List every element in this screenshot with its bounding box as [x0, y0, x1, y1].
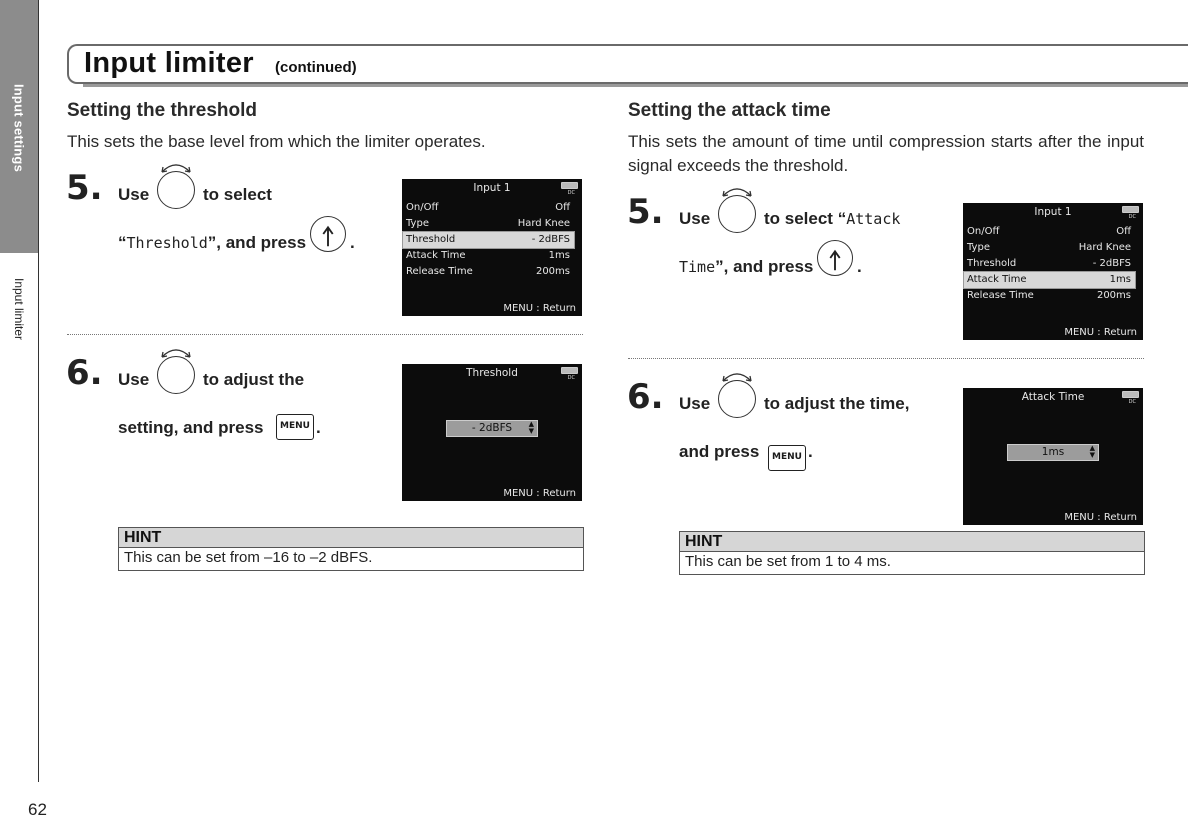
step6-instruction-line2: setting, and press	[118, 418, 264, 437]
step5-use-text: Use	[118, 185, 150, 204]
lcd-screen-attack-value	[963, 388, 1143, 525]
lcd-menu-row: Threshold - 2dBFS	[967, 258, 1131, 269]
lcd-menu-row: Attack Time 1ms	[406, 250, 570, 261]
press-icon	[310, 216, 346, 252]
lcd-menu-row: Type Hard Knee	[406, 218, 570, 229]
step5-select-text: to select	[203, 185, 272, 204]
step6-end-punct: .	[316, 418, 321, 437]
step5-instruction-line2: Time”, and press	[679, 257, 814, 276]
menu-key-icon: MENU	[276, 414, 314, 440]
hint-text: This can be set from –16 to –2 dBFS.	[124, 549, 373, 566]
lcd-menu-row: On/Off Off	[406, 202, 570, 213]
lcd-screen-threshold-value	[402, 364, 582, 501]
dial-icon	[157, 171, 195, 209]
hint-box-attack	[679, 531, 1145, 575]
up-down-arrows-icon: ▲ ▼	[1089, 444, 1095, 459]
battery-icon	[1122, 391, 1139, 398]
battery-dc-label: DC	[567, 190, 575, 196]
up-down-arrows-icon: ▲ ▼	[528, 420, 534, 435]
step5-select-text: to select “Attack	[764, 209, 901, 228]
step-divider	[628, 358, 1144, 359]
step5-instruction-line2: “Threshold”, and press	[118, 233, 307, 252]
lcd-footer: MENU : Return	[1064, 512, 1137, 523]
lcd-value-box	[1007, 444, 1099, 461]
lcd-menu-row: On/Off Off	[967, 226, 1131, 237]
hint-label: HINT	[680, 532, 1144, 552]
lcd-value-box	[446, 420, 538, 437]
page-title-bar	[67, 44, 1188, 84]
lcd-menu-row: Release Time 200ms	[967, 290, 1131, 301]
param-attack-a: Attack	[846, 210, 901, 228]
dial-icon	[718, 195, 756, 233]
step5-end-punct: .	[857, 257, 862, 276]
side-tab-input-settings[interactable]	[0, 0, 38, 253]
press-icon	[817, 240, 853, 276]
side-tab-input-settings-label: Input settings	[11, 83, 27, 173]
hint-text: This can be set from 1 to 4 ms.	[685, 553, 891, 570]
lcd-menu-row: Release Time 200ms	[406, 266, 570, 277]
param-attack-b: Time	[679, 258, 716, 276]
lcd-title: Input 1	[473, 182, 511, 194]
page-subtitle: (continued)	[275, 59, 357, 76]
lcd-screen-attack-menu	[963, 203, 1143, 340]
side-tab-input-limiter[interactable]	[0, 253, 38, 363]
step-number-6: 6.	[627, 377, 664, 417]
step6-use-text: Use	[118, 370, 150, 389]
section-description-attack: This sets the amount of time until compression starts after the input signal exceeds the threshold.	[628, 132, 1144, 175]
step6-instruction-line2: and press	[679, 442, 760, 461]
battery-icon	[561, 367, 578, 374]
step-number-6: 6.	[66, 353, 103, 393]
step-number-5: 5.	[627, 192, 664, 232]
lcd-title: Input 1	[1034, 206, 1072, 218]
lcd-menu-row-selected: Threshold - 2dBFS	[403, 232, 574, 248]
battery-dc-label: DC	[1128, 399, 1136, 405]
lcd-title: Attack Time	[1021, 391, 1085, 403]
step-divider	[67, 334, 583, 335]
lcd-footer: MENU : Return	[1064, 327, 1137, 338]
section-heading-threshold: Setting the threshold	[67, 100, 257, 121]
hint-box-threshold	[118, 527, 584, 571]
battery-dc-label: DC	[1128, 214, 1136, 220]
battery-dc-label: DC	[567, 375, 575, 381]
battery-icon	[1122, 206, 1139, 213]
side-tab-input-limiter-label: Input limiter	[12, 277, 26, 341]
lcd-footer: MENU : Return	[503, 303, 576, 314]
battery-icon	[561, 182, 578, 189]
lcd-menu-row: Type Hard Knee	[967, 242, 1131, 253]
lcd-value: - 2dBFS	[471, 422, 513, 434]
page-title: Input limiter	[84, 47, 254, 79]
page-number: 62	[28, 800, 47, 819]
lcd-title: Threshold	[466, 367, 518, 379]
hint-label: HINT	[119, 528, 583, 548]
dial-icon	[718, 380, 756, 418]
side-rail-divider	[38, 0, 39, 782]
lcd-footer: MENU : Return	[503, 488, 576, 499]
step6-end-punct: .	[808, 442, 813, 461]
step6-use-text: Use	[679, 394, 711, 413]
lcd-menu-row-selected: Attack Time 1ms	[964, 272, 1135, 288]
step5-use-text: Use	[679, 209, 711, 228]
step6-adjust-text: to adjust the time,	[764, 394, 910, 413]
step5-end-punct: .	[350, 233, 355, 252]
section-description-threshold: This sets the base level from which the limiter operates.	[67, 132, 486, 151]
lcd-value: 1ms	[1041, 446, 1065, 458]
section-heading-attack: Setting the attack time	[628, 100, 831, 121]
lcd-screen-threshold-menu	[402, 179, 582, 316]
dial-icon	[157, 356, 195, 394]
step-number-5: 5.	[66, 168, 103, 208]
step6-adjust-text: to adjust the	[203, 370, 305, 389]
menu-key-icon: MENU	[768, 445, 806, 471]
param-threshold: Threshold	[126, 234, 208, 252]
